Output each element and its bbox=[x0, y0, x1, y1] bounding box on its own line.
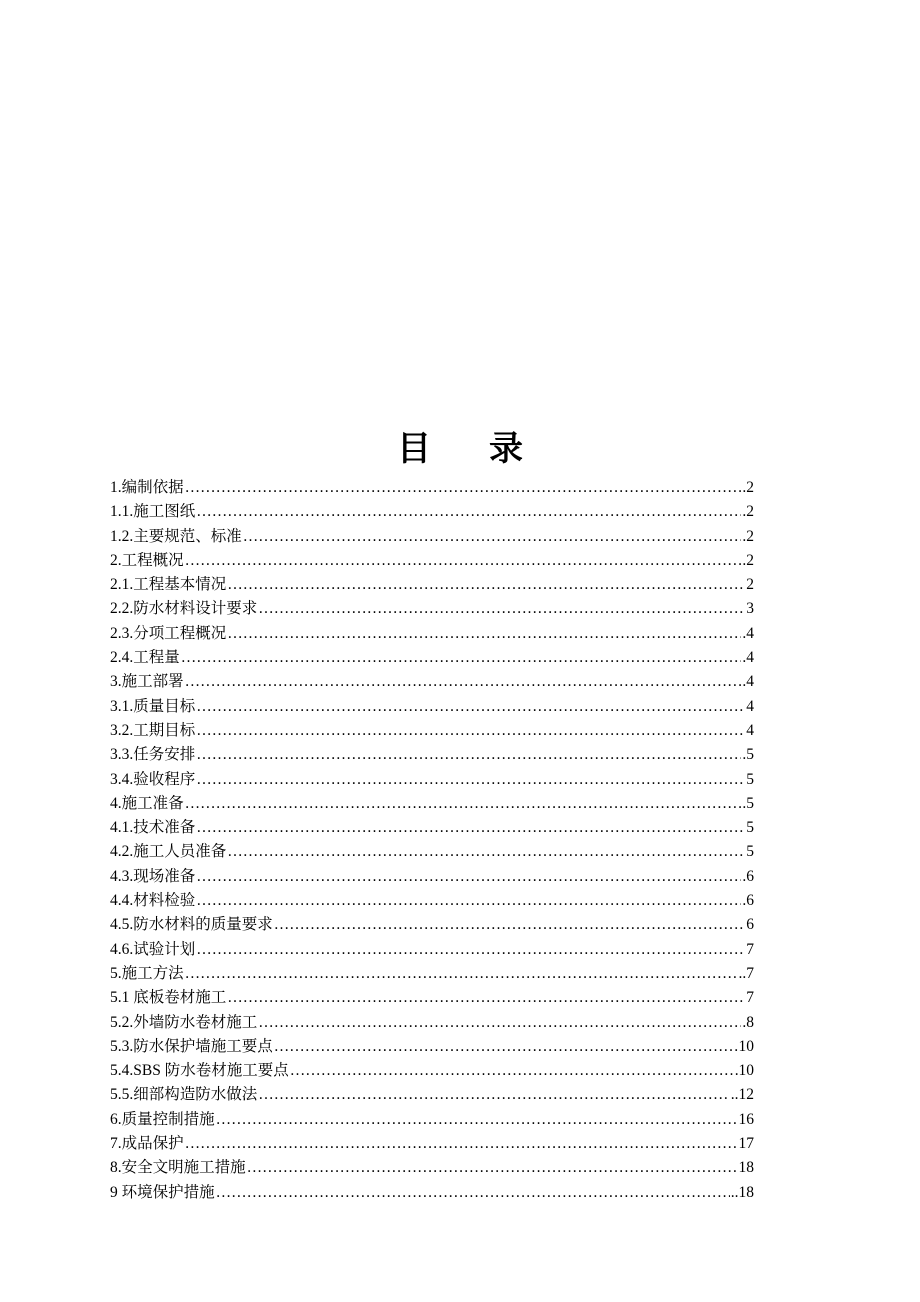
toc-entry-label: 4.3.现场准备 bbox=[110, 867, 196, 885]
toc-entry[interactable] bbox=[110, 573, 754, 597]
toc-entry-label: 5.1 底板卷材施工 bbox=[110, 989, 227, 1007]
toc-dot-leader bbox=[196, 500, 741, 524]
toc-entry[interactable] bbox=[110, 525, 754, 549]
toc-entry[interactable] bbox=[110, 1083, 754, 1107]
toc-dot-leader bbox=[196, 816, 745, 840]
toc-dot-leader bbox=[274, 1035, 738, 1059]
toc-entry[interactable] bbox=[110, 695, 754, 719]
toc-entry-label: 2.3.分项工程概况 bbox=[110, 624, 227, 642]
toc-dot-leader bbox=[216, 1181, 730, 1205]
toc-entry-label: 9 环境保护措施 bbox=[110, 1183, 215, 1201]
toc-entry[interactable] bbox=[110, 622, 754, 646]
toc-page-number: 7 bbox=[746, 989, 754, 1007]
toc-entry-label: 1.1.施工图纸 bbox=[110, 503, 196, 521]
toc-page-number: .8 bbox=[742, 1013, 754, 1031]
toc-page-number: ..12 bbox=[730, 1086, 754, 1104]
toc-page-number: 4 bbox=[746, 697, 754, 715]
toc-page-number: 10 bbox=[738, 1062, 754, 1080]
toc-dot-leader bbox=[227, 573, 745, 597]
toc-entry[interactable] bbox=[110, 889, 754, 913]
toc-entry-label: 3.4.验收程序 bbox=[110, 770, 196, 788]
toc-dot-leader bbox=[185, 792, 742, 816]
toc-entry-label: 2.2.防水材料设计要求 bbox=[110, 600, 258, 618]
toc-page-number: 3 bbox=[746, 600, 754, 618]
toc-dot-leader bbox=[185, 476, 742, 500]
toc-page-number: .5 bbox=[742, 794, 754, 812]
toc-dot-leader bbox=[185, 1132, 738, 1156]
toc-page-number: .2 bbox=[742, 503, 754, 521]
toc-dot-leader bbox=[227, 986, 745, 1010]
table-of-contents bbox=[110, 476, 754, 1205]
toc-dot-leader bbox=[196, 719, 745, 743]
toc-entry[interactable] bbox=[110, 1132, 754, 1156]
toc-entry-label: 3.3.任务安排 bbox=[110, 746, 196, 764]
toc-dot-leader bbox=[196, 865, 741, 889]
toc-dot-leader bbox=[243, 525, 742, 549]
toc-entry[interactable] bbox=[110, 500, 754, 524]
toc-page-number: .6 bbox=[742, 892, 754, 910]
toc-page-number: ..7 bbox=[738, 964, 754, 982]
toc-dot-leader bbox=[196, 743, 741, 767]
toc-dot-leader bbox=[258, 1083, 729, 1107]
toc-dot-leader bbox=[227, 622, 741, 646]
toc-dot-leader bbox=[216, 1108, 738, 1132]
toc-entry[interactable] bbox=[110, 840, 754, 864]
toc-entry-label: 2.工程概况 bbox=[110, 551, 184, 569]
toc-page-number: 16 bbox=[738, 1110, 754, 1128]
toc-entry-label: 4.1.技术准备 bbox=[110, 819, 196, 837]
toc-entry[interactable] bbox=[110, 913, 754, 937]
toc-page-number: 17 bbox=[738, 1135, 754, 1153]
toc-page-number: ..18 bbox=[730, 1183, 754, 1201]
toc-entry[interactable] bbox=[110, 816, 754, 840]
toc-dot-leader bbox=[196, 695, 745, 719]
toc-page-number: 18 bbox=[738, 1159, 754, 1177]
toc-entry[interactable] bbox=[110, 792, 754, 816]
toc-entry-label: 8.安全文明施工措施 bbox=[110, 1159, 246, 1177]
toc-entry[interactable] bbox=[110, 670, 754, 694]
toc-entry[interactable] bbox=[110, 646, 754, 670]
toc-entry[interactable] bbox=[110, 768, 754, 792]
toc-page-number: 6 bbox=[746, 916, 754, 934]
toc-page-number: 5 bbox=[746, 843, 754, 861]
toc-entry-label: 5.施工方法 bbox=[110, 964, 184, 982]
toc-entry-label: 5.3.防水保护墙施工要点 bbox=[110, 1037, 273, 1055]
toc-entry[interactable] bbox=[110, 1181, 754, 1205]
toc-entry-label: 3.2.工期目标 bbox=[110, 721, 196, 739]
toc-entry[interactable] bbox=[110, 938, 754, 962]
toc-page-number: .4 bbox=[742, 649, 754, 667]
toc-entry-label: 3.1.质量目标 bbox=[110, 697, 196, 715]
toc-entry[interactable] bbox=[110, 986, 754, 1010]
toc-entry[interactable] bbox=[110, 1059, 754, 1083]
toc-page-number: .2 bbox=[742, 551, 754, 569]
toc-dot-leader bbox=[181, 646, 742, 670]
toc-page-number: 2 bbox=[746, 576, 754, 594]
toc-entry-label: 2.1.工程基本情况 bbox=[110, 576, 227, 594]
toc-entry[interactable] bbox=[110, 1035, 754, 1059]
toc-dot-leader bbox=[258, 1011, 741, 1035]
toc-entry[interactable] bbox=[110, 549, 754, 573]
toc-entry[interactable] bbox=[110, 1108, 754, 1132]
toc-entry-label: 1.2.主要规范、标准 bbox=[110, 527, 242, 545]
toc-entry-label: 5.5.细部构造防水做法 bbox=[110, 1086, 258, 1104]
toc-dot-leader bbox=[227, 840, 745, 864]
toc-page-number: 4 bbox=[746, 721, 754, 739]
toc-page-number: .2 bbox=[742, 479, 754, 496]
toc-entry[interactable] bbox=[110, 597, 754, 621]
toc-entry[interactable] bbox=[110, 1011, 754, 1035]
toc-page-number: .2 bbox=[742, 527, 754, 545]
toc-page-number: 5 bbox=[746, 819, 754, 837]
toc-dot-leader bbox=[258, 597, 745, 621]
toc-dot-leader bbox=[185, 670, 742, 694]
title-char-2: 录 bbox=[489, 431, 523, 468]
toc-entry-label: 1.编制依据 bbox=[110, 479, 184, 496]
toc-entry-label: 4.5.防水材料的质量要求 bbox=[110, 916, 273, 934]
toc-entry-label: 4.4.材料检验 bbox=[110, 892, 196, 910]
toc-page-number: 10 bbox=[738, 1037, 754, 1055]
toc-page-number: 7 bbox=[746, 940, 754, 958]
toc-entry-label: 2.4.工程量 bbox=[110, 649, 180, 667]
toc-entry-label: 4.6.试验计划 bbox=[110, 940, 196, 958]
title-char-1: 目 bbox=[397, 431, 431, 468]
toc-entry-label: 5.2.外墙防水卷材施工 bbox=[110, 1013, 258, 1031]
toc-entry[interactable] bbox=[110, 1156, 754, 1180]
toc-dot-leader bbox=[196, 768, 745, 792]
toc-dot-leader bbox=[196, 938, 745, 962]
toc-entry-label: 3.施工部署 bbox=[110, 673, 184, 691]
toc-page-number: .4 bbox=[742, 673, 754, 691]
toc-page-number: 5 bbox=[746, 770, 754, 788]
toc-entry[interactable] bbox=[110, 476, 754, 500]
toc-page-number: .5 bbox=[742, 746, 754, 764]
toc-entry-label: 5.4.SBS 防水卷材施工要点 bbox=[110, 1062, 289, 1080]
toc-entry-label: 7.成品保护 bbox=[110, 1135, 184, 1153]
toc-entry-label: 6.质量控制措施 bbox=[110, 1110, 215, 1128]
page-title bbox=[0, 428, 920, 472]
toc-dot-leader bbox=[290, 1059, 738, 1083]
toc-page-number: .4 bbox=[742, 624, 754, 642]
toc-entry[interactable] bbox=[110, 743, 754, 767]
toc-entry[interactable] bbox=[110, 962, 754, 986]
toc-entry-label: 4.施工准备 bbox=[110, 794, 184, 812]
toc-dot-leader bbox=[185, 962, 738, 986]
toc-dot-leader bbox=[247, 1156, 738, 1180]
toc-dot-leader bbox=[185, 549, 742, 573]
toc-page-number: .6 bbox=[742, 867, 754, 885]
toc-entry[interactable] bbox=[110, 865, 754, 889]
toc-dot-leader bbox=[196, 889, 741, 913]
toc-dot-leader bbox=[274, 913, 745, 937]
toc-entry[interactable] bbox=[110, 719, 754, 743]
toc-entry-label: 4.2.施工人员准备 bbox=[110, 843, 227, 861]
